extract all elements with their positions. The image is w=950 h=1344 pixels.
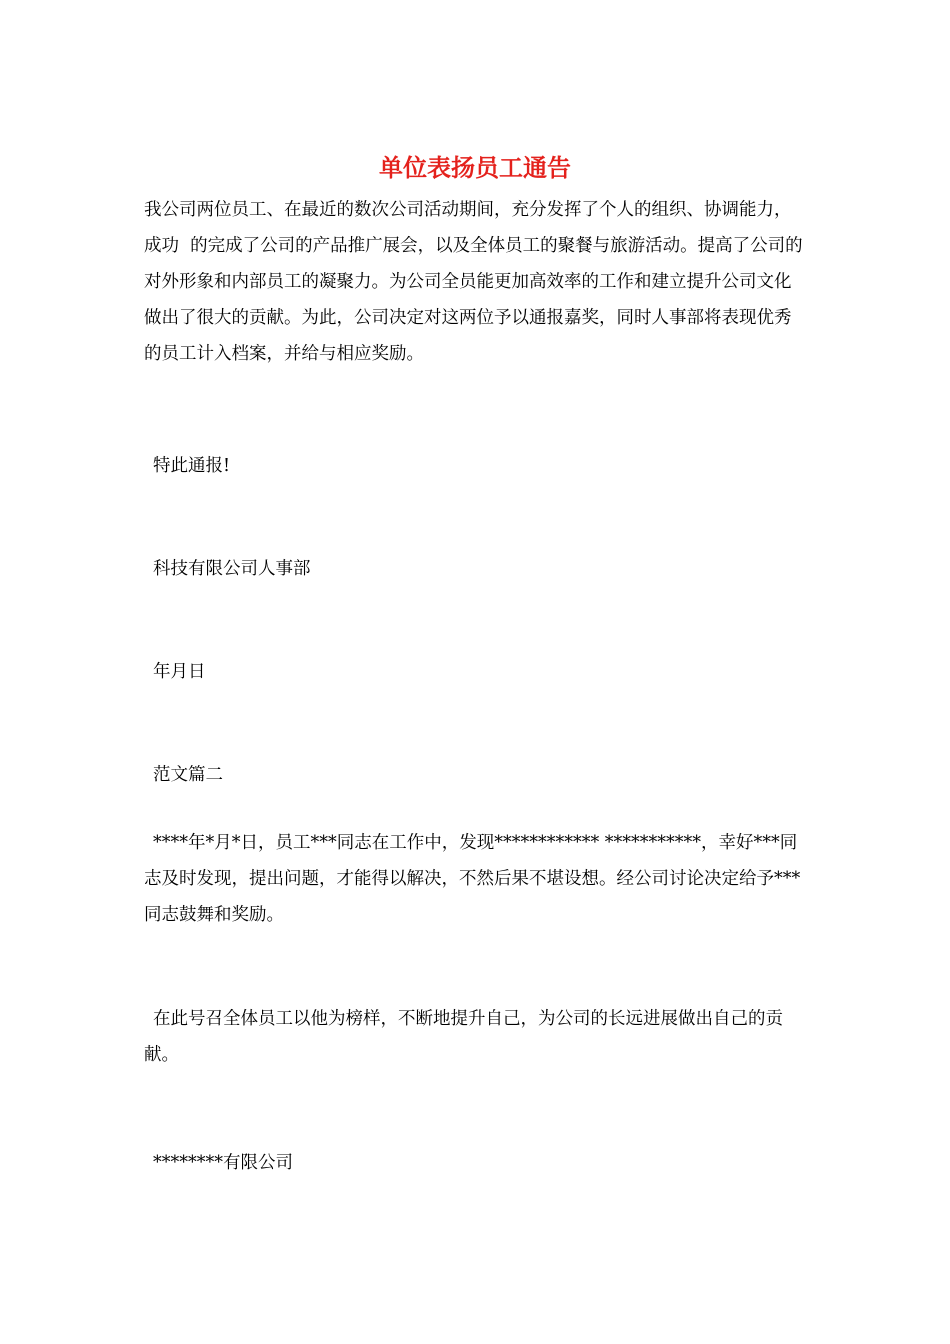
paragraph-company-signature: ********有限公司 [153, 1153, 293, 1173]
document-title: 单位表扬员工通告 [379, 153, 571, 182]
paragraph-commendation: 我公司两位员工、在最近的数次公司活动期间，充分发挥了个人的组织、协调能力，成功 的完成了公司的产品推广展会，以及全体员工的聚餐与旅游活动。提高了公司的对外形象和内部员工的凝聚力。为公司全员能更加高效率的工作和建立提升公司文化做出了很大的贡献。为此，公司决定对这两位予以通报嘉奖，同时人事部将表现优秀的员工计入档案，并给与相应奖励。 [144, 200, 803, 364]
paragraph-incident: ****年*月*日，员工***同志在工作中，发现************ ***********，幸好***同志及时发现，提出问题，才能得以解决，不然后果不堪设想。经公司讨论决定给予***同志鼓舞和奖励。 [144, 833, 801, 925]
paragraph-section-heading: 范文篇二 [153, 765, 223, 785]
paragraph-call-to-action: 在此号召全体员工以他为榜样，不断地提升自己，为公司的长远进展做出自己的贡献。 [144, 1009, 783, 1065]
paragraph-date: 年月日 [153, 662, 206, 682]
paragraph-notice: 特此通报! [153, 456, 231, 476]
paragraph-issuer: 科技有限公司人事部 [153, 559, 311, 579]
